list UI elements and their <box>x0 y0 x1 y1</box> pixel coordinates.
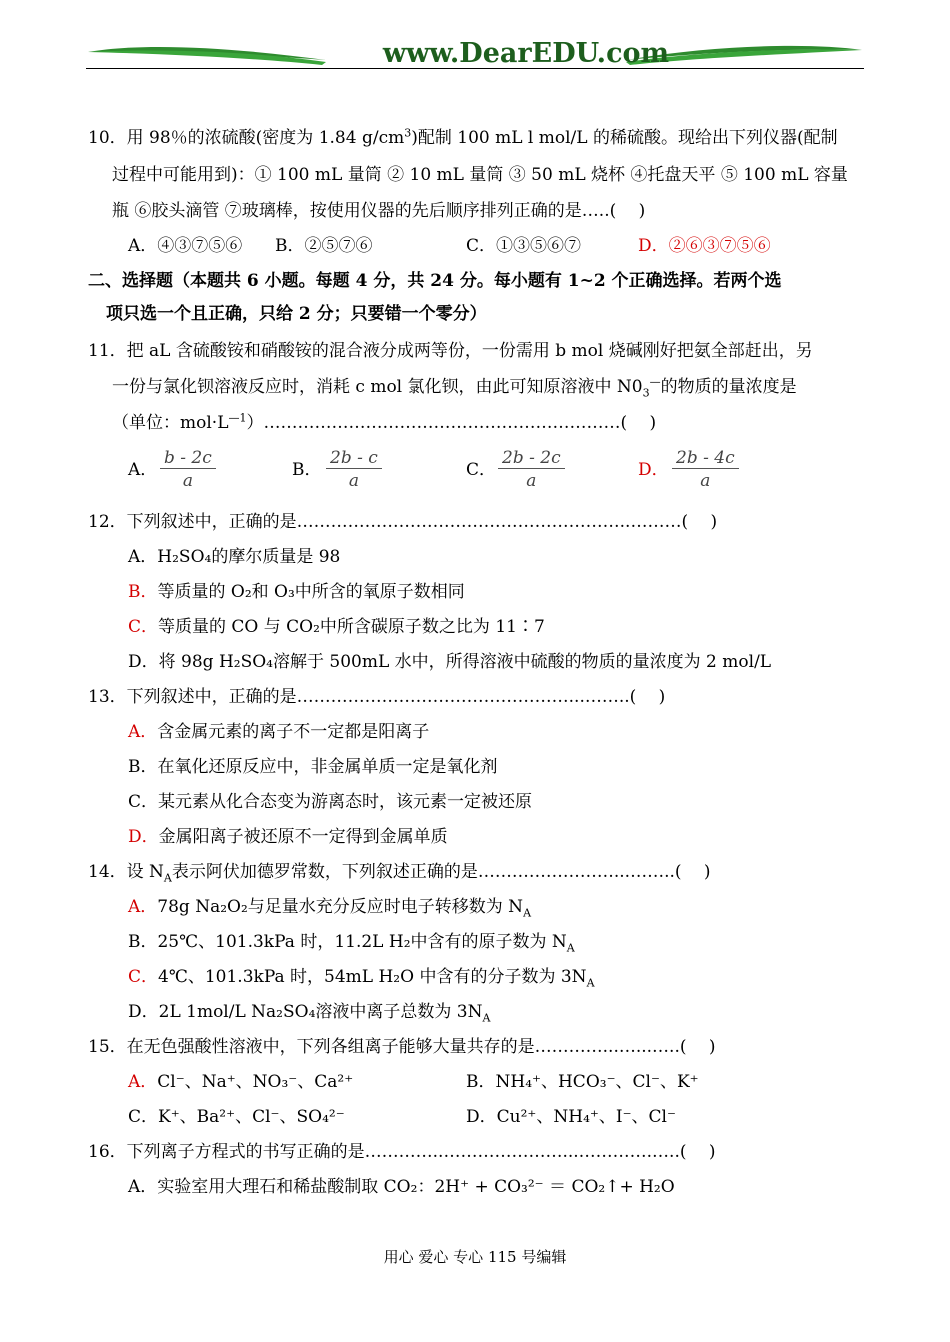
q12-option-c: C．等质量的 CO 与 CO₂中所含碳原子数之比为 11∶7 <box>128 617 545 637</box>
q11-option-a-fraction: $\frac{b - 2c}{a}$ <box>160 448 216 491</box>
q11-option-a-label: A． <box>128 460 158 480</box>
q13-option-d: D．金属阳离子被还原不一定得到金属单质 <box>128 827 448 847</box>
q16-stem: 16．下列离子方程式的书写正确的是…………..…………………...………….…..( ) <box>88 1142 716 1162</box>
q15-option-a: A．Cl⁻、Na⁺、NO₃⁻、Ca²⁺ <box>128 1072 354 1092</box>
q11-line1: 11．把 aL 含硫酸铵和硝酸铵的混合液分成两等份，一份需用 b mol 烧碱刚好把氨全部赶出，另 <box>88 341 813 361</box>
q12-option-d: D．将 98g H₂SO₄溶解于 500mL 水中，所得溶液中硫酸的物质的量浓度为 2 mol/L <box>128 652 772 672</box>
q11-option-d-fraction: $\frac{2b - 4c}{a}$ <box>672 448 739 491</box>
q12-stem: 12．下列叙述中，正确的是…………………………………………………..………( ) <box>88 512 718 532</box>
site-logo-text[interactable]: www.DearEDU.com <box>382 38 670 69</box>
q16-option-a: A．实验室用大理石和稀盐酸制取 CO₂：2H⁺ + CO₃²⁻ ＝ CO₂↑+ H₂O <box>128 1177 675 1197</box>
q13-option-b: B．在氧化还原反应中，非金属单质一定是氧化剂 <box>128 757 498 777</box>
page-header <box>86 38 864 72</box>
section2-heading-line2: 项只选一个且正确，只给 2 分；只要错一个零分） <box>106 304 487 324</box>
q11-option-c-fraction: $\frac{2b - 2c}{a}$ <box>498 448 565 491</box>
q10-option-c: C．①③⑤⑥⑦ <box>466 236 582 256</box>
q10-line2: 过程中可能用到)：① 100 mL 量筒 ② 10 mL 量筒 ③ 50 mL 烧杯 ④托盘天平 ⑤ 100 mL 容量 <box>112 165 848 185</box>
q12-option-a: A．H₂SO₄的摩尔质量是 98 <box>128 547 341 567</box>
q12-option-b: B．等质量的 O₂和 O₃中所含的氧原子数相同 <box>128 582 465 602</box>
q10-option-a: A．④③⑦⑤⑥ <box>128 236 243 256</box>
header-rule <box>86 68 864 69</box>
q15-option-c: C．K⁺、Ba²⁺、Cl⁻、SO₄²⁻ <box>128 1107 345 1127</box>
q14-option-c: C．4℃、101.3kPa 时，54mL H₂O 中含有的分子数为 $3N_A$ <box>128 967 595 990</box>
page-footer: 用心 爱心 专心 115 号编辑 <box>383 1248 567 1266</box>
q10-option-b: B．②⑤⑦⑥ <box>275 236 373 256</box>
q15-stem: 15．在无色强酸性溶液中，下列各组离子能够大量共存的是…………...…...…..( ) <box>88 1037 716 1057</box>
q13-option-a: A．含金属元素的离子不一定都是阳离子 <box>128 722 430 742</box>
q14-option-b: B．25℃、101.3kPa 时，11.2L H₂中含有的原子数为 $N_A$ <box>128 932 575 955</box>
q13-stem: 13．下列叙述中，正确的是…………………………………………...……..( ) <box>88 687 666 707</box>
q11-line3: （单位：$mol\cdot L^{—1})\dots\dots\dots\dots\dots\dots\dots\dots\dots\dots\dots\dots\dots\dots\dots\dots\dots\dots\dots\dots\dots$( ) <box>112 411 657 433</box>
section2-heading-line1: 二、选择题（本题共 6 小题。每题 4 分，共 24 分。每小题有 1~2 个正确选择。若两个选 <box>88 271 782 291</box>
q10-option-d: D．②⑥③⑦⑤⑥ <box>638 236 771 256</box>
q10-line3: 瓶 ⑥胶头滴管 ⑦玻璃棒，按使用仪器的先后顺序排列正确的是…..( ) <box>112 201 646 221</box>
q11-option-c-label: C． <box>466 460 497 480</box>
q15-option-b: B．NH₄⁺、HCO₃⁻、Cl⁻、K⁺ <box>466 1072 699 1092</box>
q11-option-b-label: B． <box>292 460 322 480</box>
q14-stem: 14．设 $N_A$表示阿伏加德罗常数，下列叙述正确的是……………………...……..( ) <box>88 862 711 885</box>
q14-option-d: D．2L 1mol/L Na₂SO₄溶液中离子总数为 $3N_A$ <box>128 1002 491 1025</box>
q11-option-b-fraction: $\frac{2b - c}{a}$ <box>326 448 382 491</box>
q11-line2: 一份与氯化钡溶液反应时，消耗 c mol 氯化钡，由此可知原溶液中 $N0_3^—$的物质的量浓度是 <box>112 375 797 400</box>
q10-line1: 10．用 98％的浓硫酸(密度为 1.84 $g/cm^3$)配制 100 mL l mol/L 的稀硫酸。现给出下列仪器(配制 <box>88 126 838 148</box>
q14-option-a: A．78g Na₂O₂与足量水充分反应时电子转移数为 $N_A$ <box>128 897 532 920</box>
q15-option-d: D．Cu²⁺、NH₄⁺、I⁻、Cl⁻ <box>466 1107 676 1127</box>
q13-option-c: C．某元素从化合态变为游离态时，该元素一定被还原 <box>128 792 533 812</box>
q11-option-d-label: D． <box>638 460 669 480</box>
